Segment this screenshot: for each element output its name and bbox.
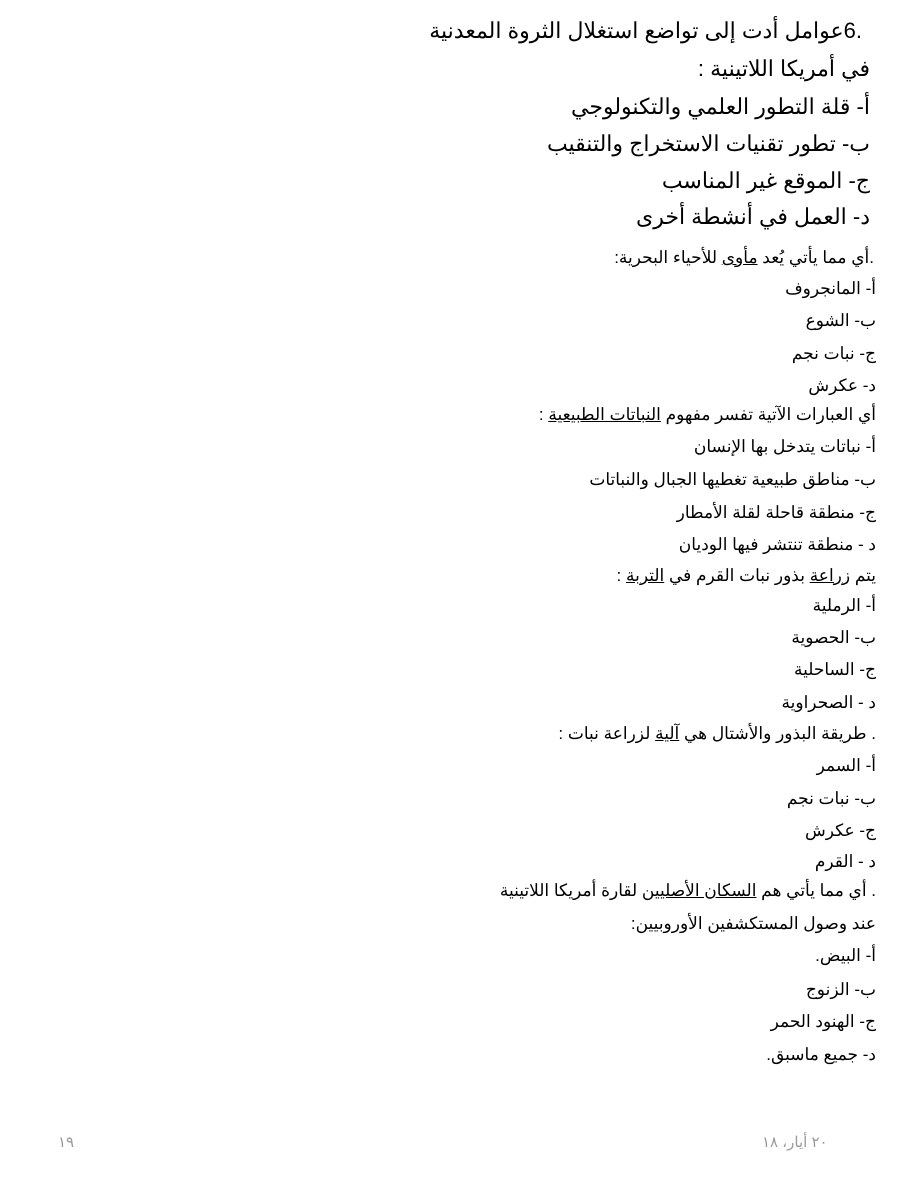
q7-option-d: د- عكرش <box>808 376 876 395</box>
q6-option-a: أ- قلة التطور العلمي والتكنولوجي <box>571 94 870 119</box>
q9-underlined-term-2: التربة <box>625 566 665 585</box>
q8-option-a: أ- نباتات يتدخل بها الإنسان <box>693 437 876 456</box>
q7-underlined-term: مأوى <box>721 248 758 267</box>
q6-title-continued: في أمريكا اللاتينية : <box>697 56 870 81</box>
q9-underlined-term-1: زراعة <box>809 566 851 585</box>
q9-option-a: أ- الرملية <box>812 596 876 615</box>
q11-option-c: ج- الهنود الحمر <box>770 1012 876 1031</box>
q9-option-c: ج- الساحلية <box>794 660 876 679</box>
footer-date: ٢٠ أيار، ١٨ <box>762 1134 828 1151</box>
q11-option-b: ب- الزنوج <box>805 980 876 999</box>
q10-underlined-term: آلية <box>655 724 680 743</box>
q7-option-b: ب- الشوع <box>805 311 876 330</box>
q11-option-a: أ- البيض. <box>815 946 876 965</box>
q8-option-d: د - منطقة تنتشر فيها الوديان <box>678 535 876 554</box>
q10-stem: . طريقة البذور والأشتال هي آلية لزراعة نبات : <box>558 724 876 743</box>
q9-option-d: د - الصحراوية <box>781 693 876 712</box>
q8-option-b: ب- مناطق طبيعية تغطيها الجبال والنباتات <box>589 470 876 489</box>
q9-option-b: ب- الحصوية <box>791 628 876 647</box>
q10-option-c: ج- عكرش <box>804 821 876 840</box>
q8-underlined-term: النباتات الطبيعية <box>548 405 661 424</box>
q8-option-c: ج- منطقة قاحلة لقلة الأمطار <box>676 503 876 522</box>
page-number: ١٩ <box>58 1134 75 1151</box>
q11-stem: . أي مما يأتي هم السكان الأصليين لقارة أمريكا اللاتينية <box>499 881 876 900</box>
q9-stem: يتم زراعة بذور نبات القرم في التربة : <box>616 566 876 585</box>
q11-option-d: د- جميع ماسبق. <box>766 1045 876 1064</box>
q6-option-b: ب- تطور تقنيات الاستخراج والتنقيب <box>546 131 870 156</box>
q7-option-a: أ- المانجروف <box>785 279 876 298</box>
q11-underlined-term: السكان الأصليين <box>641 881 757 900</box>
q10-option-d: د - القرم <box>814 852 876 871</box>
q6-title: .6عوامل أدت إلى تواضع استغلال الثروة المعدنية <box>429 18 862 43</box>
q7-stem: .أي مما يأتي يُعد مأوى للأحياء البحرية: <box>614 248 874 267</box>
q6-option-c: ج- الموقع غير المناسب <box>661 168 870 193</box>
q10-option-b: ب- نبات نجم <box>786 789 876 808</box>
q8-stem: أي العبارات الآتية تفسر مفهوم النباتات الطبيعية : <box>538 405 876 424</box>
q10-option-a: أ- السمر <box>816 756 876 775</box>
q7-option-c: ج- نبات نجم <box>791 344 876 363</box>
q11-stem-continued: عند وصول المستكشفين الأوروبيين: <box>630 914 876 933</box>
q6-option-d: د- العمل في أنشطة أخرى <box>635 204 870 229</box>
